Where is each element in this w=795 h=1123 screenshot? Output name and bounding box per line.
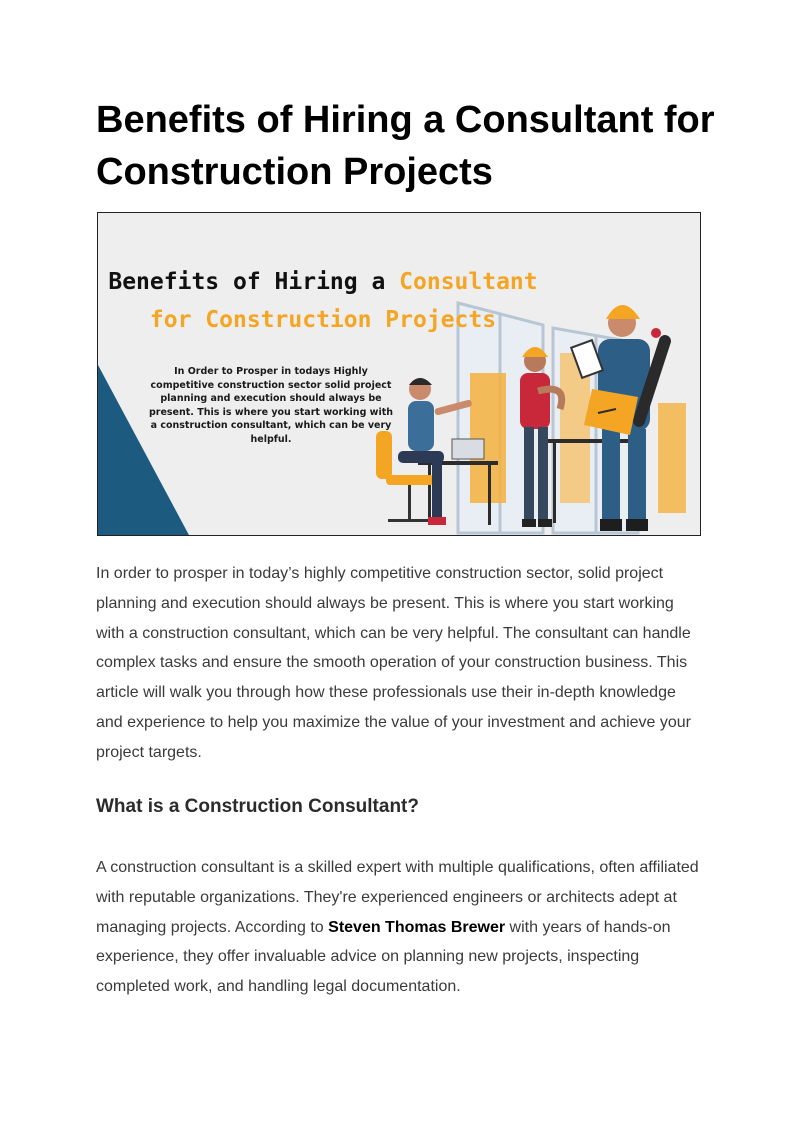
banner-title <box>108 263 538 339</box>
intro-paragraph: In order to prosper in today’s highly competitive construction sector, solid project planning and execution should always be present. This is where you start working with a construction consultant, which can be very helpful. The consultant can handle complex tasks and ensure the smooth operation of your construction business. This article will walk you through how these professionals use their in-depth knowledge and experience to help you maximize the value of your investment and achieve your project targets. <box>96 565 692 761</box>
section-paragraph <box>96 853 706 1002</box>
bold-author-name: Steven Thomas Brewer <box>328 918 506 936</box>
section-paragraph-before: A construction consultant is a skilled expert with multiple qualifications, often affiliated with reputable organizations. They're experienced engineers or architects adept at managing projects. According to <box>96 859 699 936</box>
banner-image <box>97 212 701 536</box>
banner-body-text: In Order to Prosper in todays Highly competitive construction sector solid project planning and execution should always be present. This is where you start working with a construction consultant, which can be very helpful. <box>148 366 394 445</box>
section-paragraph-after: with years of hands-on experience, they offer invaluable advice on planning new projects, inspecting completed work, and handling legal documentation. <box>96 918 671 996</box>
page-title: Benefits of Hiring a Consultant for Construction Projects <box>96 99 715 193</box>
banner-title-part1: Benefits of Hiring a <box>108 269 400 295</box>
banner-title-accent: Consultant for Construction Projects <box>149 269 538 333</box>
section-heading: What is a Construction Consultant? <box>96 796 419 817</box>
